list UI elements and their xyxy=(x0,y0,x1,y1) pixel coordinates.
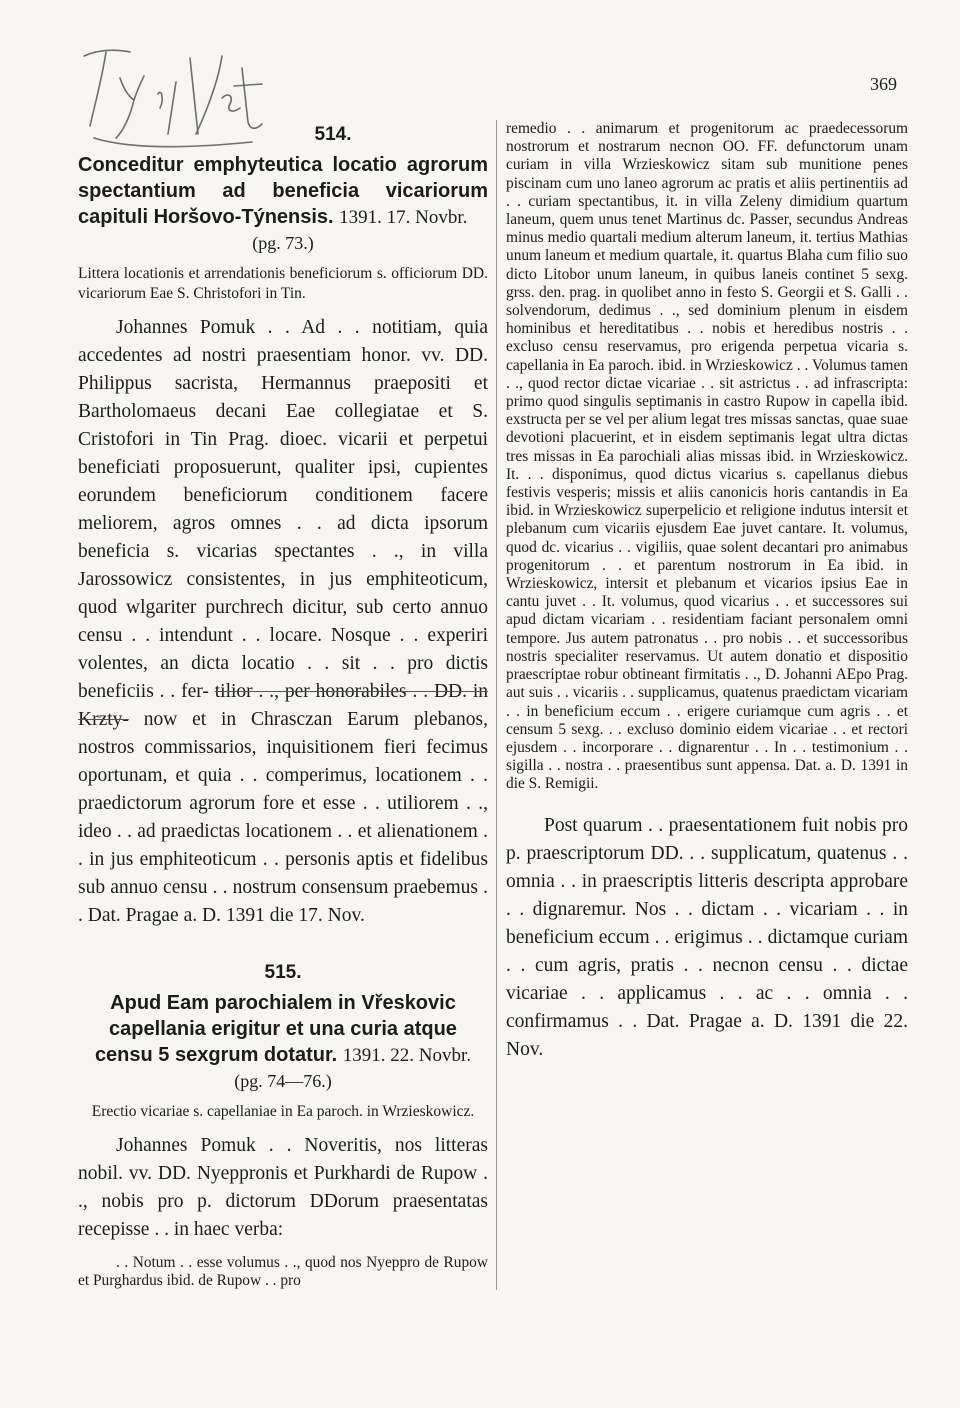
left-column xyxy=(78,118,488,1290)
document-515-text xyxy=(78,1132,488,1244)
document-514-heading xyxy=(78,152,488,231)
document-515-quote xyxy=(78,1254,488,1290)
document-515-heading xyxy=(78,990,488,1069)
document-514-text-b: now et in Chrasczan Earum plebanos, nostros commissarios, inquisitionem fieri fecimus oportunam, et quia . . comperimus, locationem . . praedictorum agrorum fore et esse . . utiliorem . ., ideo . . ad praedictas locationem . . et alienationem . . in jus emphiteoticum . . personis aptis et fidelibus sub annuo censu . . nostrum consensum praebemus . . Dat. Pragae a. D. 1391 die 17. Nov. xyxy=(78,709,489,926)
document-515-quote-start: . . Notum . . esse volumus . ., quod nos Nyeppro de Rupow et Purghardus ibid. de Rupow . . pro xyxy=(78,1254,488,1290)
document-515-page-ref: (pg. 74—76.) xyxy=(234,1071,332,1091)
document-514-text-a: Johannes Pomuk . . Ad . . notitiam, quia accedentes ad nostri praesentiam honor. vv. DD. Philippus sacrista, Hermannus praepositi et Bartholomaeus decani Eae collegiatae et S. Cristofori in Tin Prag. dioec. vicarii et perpetui beneficiati proposuerunt, qualiter ipsi, cupientes eorundem beneficiorum conditionem facere meliorem, agros omnes . . ad dicta ipsorum beneficia s. vicarias spectantes . ., in villa Jarossowicz consistentes, in jus emphiteoticum, quod wlgariter purchrech dicitur, sub certo annuo censu . . intendunt . . locare. Nosque . . experiri volentes, an dicta locatio . . sit . . pro dictis beneficiis . . fer- xyxy=(78,317,488,702)
document-515-summary: Erectio vicariae s. capellaniae in Ea paroch. in Wrzieskowicz. xyxy=(91,1103,475,1120)
conclusion-text: Post quarum . . praesentationem fuit nobis pro p. praescriptorum DD. . . supplicatum, quatenus . . omnia . . in praescriptis litteris descripta approbare . . dignaremur. Nos . . dictam . . vicariam . . in beneficium eccum . . erigimus . . dictamque curiam . . cum agris, pratis . . necnon censu . . dictae vicariae . . applicamus . . ac . . omnia . . confirmamus . . Dat. Pragae a. D. 1391 die 22. Nov. xyxy=(506,814,908,1060)
quote-continued-text: remedio . . animarum et progenitorum ac praedecessorum nostrorum et nostrarum necnon OO. FF. defunctorum unam curiam in villa Wrzieskowicz sitam sub munitione penes piscinam cum uno laneo agrorum ac pratis et aliis pertinentiis ad . . curiam spectantibus, it. in villa Zeleny dimidium quartum laneum, quem unus tenet Martinus dc. Passer, secundus Andreas minus medio quartali medium alterum laneum, it. tertius Mathias unum laneum et medium quartale, it. quartus Blaha cum filio suo dicto Litobor unum laneum, in quibus laneis continet 5 sexg. grss. den. prag. in quolibet anno in festo S. Georgii et S. Galli . . solvendorum, dedimus . ., sed dominium plenum in eisdem hominibus et hereditatibus . . nobis et heredibus nostris . . excluso censu reservamus, pro erigenda perpetua vicaria s. capellania in Ea paroch. ibid. in Wrzieskowicz . . Volumus tamen . ., quod rector dictae vicariae . . sit astrictus . . ad infrascripta: primo quod singulis septimanis in castro Rupow in capella ibid. exstructa per se vel per alium legat tres missas sanctas, quae suae devotioni placuerint, et in eisdem septimanis legat ultra dictas tres missas in Ea parochiali alias missas ibid. in Wrzieskowicz. It. . . disponimus, quod dictus vicarius s. capellanus diebus festivis vesperis; missis et aliis canonicis horis cantandis in Ea ibid. in Wrzieskowicz superpelicio et religione indutus intersit et plebanum cum vicariis ejusdem Eae juvet cantare. It. volumus, quod dc. vicarius . . vigiliis, quae solent decantari pro animabus progenitorum . . et parentum nostrorum in Ea ibid. in Wrzieskowicz, intersit et plebanum et vicarios ipsius Eae in cantu juvet . . It. volumus, quod vicarius . . et successores sui apud dictam vicariam . . residentiam faciant personalem omni tempore. Jus autem patronatus . . pro nobis . . et successoribus nostris specialiter reservamus. Ut autem donatio et dispositio praescriptae robur obtineant firmitatis . ., D. Johanni AEpo Prag. aut suis . . vicariis . . supplicamus, quatenus praedictam vicariam . . in beneficium eccum . . erigere curiamque cum agris . . et censum 5 sexg. . . excluso dominio eidem vicariae . . et rectori ejusdem . . incorporare . . dignarentur . . In . . testimonium . . sigilla . . nostra . . praesentibus sunt appensa. Dat. a. D. 1391 in die S. Remigii. xyxy=(506,120,908,793)
document-514-text-struck: tilior . ., per honorabiles . . DD. in Krzty- xyxy=(78,681,489,730)
document-514-text xyxy=(78,314,488,930)
document-515-heading-date: 1391. 22. Novbr. xyxy=(342,1045,472,1066)
document-514-number: 514. xyxy=(314,124,352,145)
document-514-heading-date: 1391. 17. Novbr. xyxy=(339,207,468,228)
document-514-summary: Littera locationis et arrendationis beneficiorum s. officiorum DD. vicariorum Eae S. Christofori in Tin. xyxy=(78,265,488,302)
document-515-conclusion xyxy=(506,812,908,1064)
document-515-heading-text: Apud Eam parochialem in Vřeskovic capellania erigitur et una curia atque censu 5 sexgrum dotatur. xyxy=(94,992,457,1066)
page-number: 369 xyxy=(870,74,897,94)
document-514-page-ref: (pg. 73.) xyxy=(252,233,314,253)
column-divider xyxy=(496,120,497,1290)
right-column xyxy=(506,120,908,1064)
document-515-text-paragraph: Johannes Pomuk . . Noveritis, nos litteras nobil. vv. DD. Nyeppronis et Purkhardi de Rupow . ., nobis pro p. dictorum DDorum praesentatas recepisse . . in haec verba: xyxy=(78,1135,488,1240)
document-515-quote-continued xyxy=(506,120,908,794)
document-515-number: 515. xyxy=(264,962,302,983)
document-514-heading-text: Conceditur emphyteutica locatio agrorum spectantium ad beneficia vicariorum capituli Horšovo-Týnensis. xyxy=(78,154,488,228)
